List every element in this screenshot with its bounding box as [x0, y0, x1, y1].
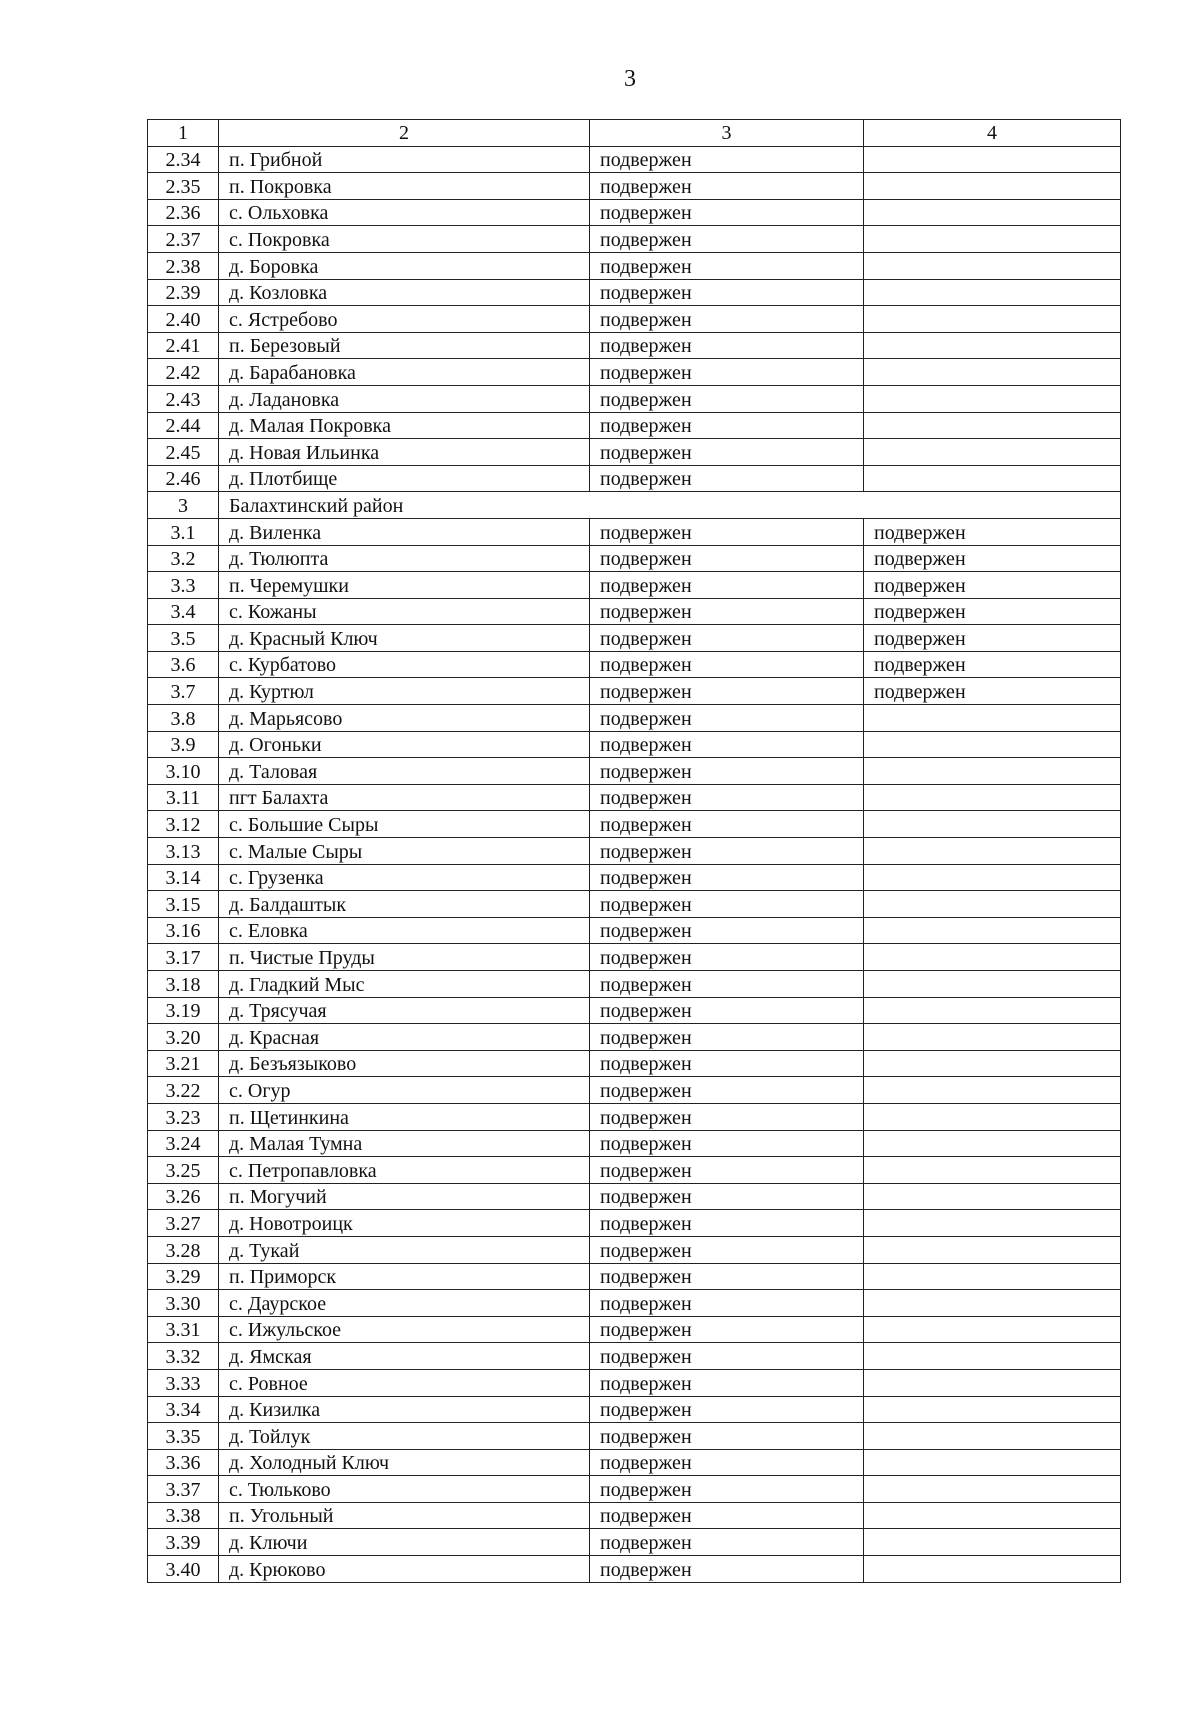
row-number-cell: 3.22	[148, 1077, 219, 1104]
column-3-cell: подвержен	[590, 864, 864, 891]
table-row	[148, 252, 1121, 279]
column-3-cell: подвержен	[590, 439, 864, 466]
column-4-cell	[864, 784, 1121, 811]
column-3-cell: подвержен	[590, 1024, 864, 1051]
settlement-name-cell: с. Малые Сыры	[219, 838, 590, 865]
table-row	[148, 758, 1121, 785]
column-4-cell: подвержен	[864, 518, 1121, 545]
row-number-cell: 3.30	[148, 1290, 219, 1317]
column-4-cell	[864, 1050, 1121, 1077]
header-col-3: 3	[590, 120, 864, 147]
row-number-cell: 2.42	[148, 359, 219, 386]
column-4-cell	[864, 385, 1121, 412]
settlement-name-cell: Балахтинский район	[219, 492, 590, 519]
row-number-cell: 3.32	[148, 1343, 219, 1370]
column-3-cell: подвержен	[590, 1130, 864, 1157]
column-4-cell	[864, 226, 1121, 253]
column-3-cell: подвержен	[590, 811, 864, 838]
column-4-cell: подвержен	[864, 651, 1121, 678]
settlement-name-cell: д. Марьясово	[219, 705, 590, 732]
row-number-cell: 3	[148, 492, 219, 519]
settlement-name-cell: п. Чистые Пруды	[219, 944, 590, 971]
table-row	[148, 971, 1121, 998]
table-row	[148, 465, 1121, 492]
column-4-cell	[864, 1157, 1121, 1184]
column-3-cell: подвержен	[590, 971, 864, 998]
row-number-cell: 3.9	[148, 731, 219, 758]
column-3-cell: подвержен	[590, 651, 864, 678]
table-row	[148, 572, 1121, 599]
column-3-cell: подвержен	[590, 997, 864, 1024]
table-row	[148, 359, 1121, 386]
column-3-cell: подвержен	[590, 1369, 864, 1396]
row-number-cell: 3.40	[148, 1556, 219, 1583]
settlement-name-cell: п. Березовый	[219, 332, 590, 359]
column-4-cell	[864, 971, 1121, 998]
column-4-cell	[864, 1556, 1121, 1583]
column-3-cell: подвержен	[590, 306, 864, 333]
column-3-cell: подвержен	[590, 465, 864, 492]
column-3-cell: подвержен	[590, 279, 864, 306]
row-number-cell: 2.35	[148, 173, 219, 200]
column-3-cell: подвержен	[590, 252, 864, 279]
table-row	[148, 1396, 1121, 1423]
column-4-cell	[864, 838, 1121, 865]
row-number-cell: 2.36	[148, 199, 219, 226]
table-row	[148, 1449, 1121, 1476]
row-number-cell: 3.25	[148, 1157, 219, 1184]
table-row	[148, 1556, 1121, 1583]
column-4-cell	[864, 1236, 1121, 1263]
column-4-cell: подвержен	[864, 598, 1121, 625]
row-number-cell: 2.37	[148, 226, 219, 253]
column-4-cell	[864, 731, 1121, 758]
row-number-cell: 3.15	[148, 891, 219, 918]
table-row	[148, 1024, 1121, 1051]
row-number-cell: 3.4	[148, 598, 219, 625]
settlement-name-cell: с. Петропавловка	[219, 1157, 590, 1184]
row-number-cell: 3.13	[148, 838, 219, 865]
settlement-name-cell: д. Огоньки	[219, 731, 590, 758]
row-number-cell: 3.14	[148, 864, 219, 891]
row-number-cell: 3.28	[148, 1236, 219, 1263]
table-row	[148, 731, 1121, 758]
settlement-name-cell: д. Трясучая	[219, 997, 590, 1024]
column-4-cell	[864, 917, 1121, 944]
settlement-name-cell: д. Малая Тумна	[219, 1130, 590, 1157]
column-3-cell: подвержен	[590, 1183, 864, 1210]
settlement-name-cell: д. Куртюл	[219, 678, 590, 705]
column-4-cell	[864, 1343, 1121, 1370]
row-number-cell: 3.35	[148, 1423, 219, 1450]
table-row	[148, 997, 1121, 1024]
settlement-name-cell: с. Курбатово	[219, 651, 590, 678]
column-4-cell	[864, 492, 1121, 519]
column-3-cell: подвержен	[590, 226, 864, 253]
row-number-cell: 2.39	[148, 279, 219, 306]
settlement-name-cell: с. Тюльково	[219, 1476, 590, 1503]
column-4-cell	[864, 306, 1121, 333]
column-4-cell: подвержен	[864, 625, 1121, 652]
column-4-cell	[864, 1103, 1121, 1130]
table-body	[148, 146, 1121, 1582]
row-number-cell: 3.38	[148, 1502, 219, 1529]
table-row	[148, 784, 1121, 811]
settlement-name-cell: с. Грузенка	[219, 864, 590, 891]
settlement-name-cell: п. Грибной	[219, 146, 590, 173]
row-number-cell: 2.46	[148, 465, 219, 492]
table-header-row	[148, 120, 1121, 147]
column-3-cell: подвержен	[590, 359, 864, 386]
settlement-name-cell: с. Ровное	[219, 1369, 590, 1396]
row-number-cell: 2.41	[148, 332, 219, 359]
column-3-cell: подвержен	[590, 1290, 864, 1317]
row-number-cell: 3.16	[148, 917, 219, 944]
column-3-cell: подвержен	[590, 545, 864, 572]
table-row	[148, 1529, 1121, 1556]
table-row	[148, 518, 1121, 545]
settlement-name-cell: с. Даурское	[219, 1290, 590, 1317]
column-3-cell: подвержен	[590, 385, 864, 412]
settlement-name-cell: п. Щетинкина	[219, 1103, 590, 1130]
section-row	[148, 492, 1121, 519]
settlement-name-cell: п. Приморск	[219, 1263, 590, 1290]
table-row	[148, 838, 1121, 865]
column-3-cell: подвержен	[590, 332, 864, 359]
column-4-cell	[864, 705, 1121, 732]
settlement-name-cell: с. Ижульское	[219, 1316, 590, 1343]
settlement-name-cell: пгт Балахта	[219, 784, 590, 811]
column-3-cell: подвержен	[590, 678, 864, 705]
column-4-cell	[864, 465, 1121, 492]
table-row	[148, 1502, 1121, 1529]
page-number: 3	[624, 66, 636, 92]
row-number-cell: 3.27	[148, 1210, 219, 1237]
settlement-name-cell: с. Покровка	[219, 226, 590, 253]
column-3-cell: подвержен	[590, 1396, 864, 1423]
row-number-cell: 3.33	[148, 1369, 219, 1396]
settlement-name-cell: д. Барабановка	[219, 359, 590, 386]
column-3-cell: подвержен	[590, 758, 864, 785]
column-3-cell: подвержен	[590, 917, 864, 944]
row-number-cell: 3.20	[148, 1024, 219, 1051]
row-number-cell: 3.37	[148, 1476, 219, 1503]
column-4-cell	[864, 864, 1121, 891]
column-4-cell	[864, 944, 1121, 971]
column-3-cell: подвержен	[590, 838, 864, 865]
settlement-name-cell: д. Плотбище	[219, 465, 590, 492]
row-number-cell: 3.6	[148, 651, 219, 678]
column-3-cell: подвержен	[590, 1316, 864, 1343]
column-3-cell: подвержен	[590, 1502, 864, 1529]
column-4-cell	[864, 1263, 1121, 1290]
table-row	[148, 1050, 1121, 1077]
row-number-cell: 3.23	[148, 1103, 219, 1130]
column-4-cell	[864, 1369, 1121, 1396]
row-number-cell: 3.2	[148, 545, 219, 572]
table-row	[148, 944, 1121, 971]
table-row	[148, 917, 1121, 944]
column-4-cell	[864, 439, 1121, 466]
table-row	[148, 811, 1121, 838]
row-number-cell: 3.12	[148, 811, 219, 838]
column-4-cell: подвержен	[864, 678, 1121, 705]
column-4-cell	[864, 359, 1121, 386]
table-row	[148, 1369, 1121, 1396]
table-row	[148, 1316, 1121, 1343]
column-4-cell	[864, 252, 1121, 279]
column-3-cell: подвержен	[590, 1529, 864, 1556]
column-3-cell: подвержен	[590, 572, 864, 599]
column-3-cell: подвержен	[590, 412, 864, 439]
table-row	[148, 1210, 1121, 1237]
row-number-cell: 2.43	[148, 385, 219, 412]
table-row	[148, 385, 1121, 412]
column-3-cell	[590, 492, 864, 519]
settlement-name-cell: д. Виленка	[219, 518, 590, 545]
column-3-cell: подвержен	[590, 1476, 864, 1503]
column-4-cell: подвержен	[864, 572, 1121, 599]
column-3-cell: подвержен	[590, 944, 864, 971]
column-4-cell	[864, 173, 1121, 200]
table-row	[148, 678, 1121, 705]
column-4-cell	[864, 758, 1121, 785]
settlement-name-cell: п. Покровка	[219, 173, 590, 200]
settlement-name-cell: д. Крюково	[219, 1556, 590, 1583]
table-row	[148, 1183, 1121, 1210]
column-3-cell: подвержен	[590, 598, 864, 625]
table-row	[148, 1103, 1121, 1130]
column-3-cell: подвержен	[590, 1103, 864, 1130]
header-col-2: 2	[219, 120, 590, 147]
row-number-cell: 3.17	[148, 944, 219, 971]
settlement-name-cell: с. Огур	[219, 1077, 590, 1104]
column-3-cell: подвержен	[590, 891, 864, 918]
row-number-cell: 2.38	[148, 252, 219, 279]
table-row	[148, 625, 1121, 652]
settlement-name-cell: д. Новая Ильинка	[219, 439, 590, 466]
column-4-cell	[864, 1502, 1121, 1529]
table-row	[148, 332, 1121, 359]
row-number-cell: 3.34	[148, 1396, 219, 1423]
settlement-name-cell: д. Малая Покровка	[219, 412, 590, 439]
column-4-cell	[864, 997, 1121, 1024]
table-row	[148, 545, 1121, 572]
row-number-cell: 3.24	[148, 1130, 219, 1157]
settlement-name-cell: с. Еловка	[219, 917, 590, 944]
table-row	[148, 891, 1121, 918]
column-4-cell	[864, 332, 1121, 359]
column-3-cell: подвержен	[590, 784, 864, 811]
settlement-name-cell: д. Ямская	[219, 1343, 590, 1370]
table-row	[148, 199, 1121, 226]
table-row	[148, 146, 1121, 173]
settlement-name-cell: д. Таловая	[219, 758, 590, 785]
column-3-cell: подвержен	[590, 146, 864, 173]
table-row	[148, 1130, 1121, 1157]
row-number-cell: 2.34	[148, 146, 219, 173]
table-row	[148, 412, 1121, 439]
column-4-cell	[864, 279, 1121, 306]
column-4-cell	[864, 1210, 1121, 1237]
settlement-name-cell: д. Гладкий Мыс	[219, 971, 590, 998]
row-number-cell: 3.11	[148, 784, 219, 811]
header-col-1: 1	[148, 120, 219, 147]
column-4-cell	[864, 412, 1121, 439]
row-number-cell: 3.1	[148, 518, 219, 545]
column-3-cell: подвержен	[590, 199, 864, 226]
table-row	[148, 439, 1121, 466]
settlement-name-cell: д. Холодный Ключ	[219, 1449, 590, 1476]
column-4-cell	[864, 811, 1121, 838]
row-number-cell: 3.19	[148, 997, 219, 1024]
column-3-cell: подвержен	[590, 1050, 864, 1077]
row-number-cell: 3.5	[148, 625, 219, 652]
settlement-name-cell: д. Кизилка	[219, 1396, 590, 1423]
row-number-cell: 3.31	[148, 1316, 219, 1343]
row-number-cell: 3.10	[148, 758, 219, 785]
row-number-cell: 2.44	[148, 412, 219, 439]
settlement-name-cell: п. Могучий	[219, 1183, 590, 1210]
column-3-cell: подвержен	[590, 1423, 864, 1450]
row-number-cell: 3.21	[148, 1050, 219, 1077]
settlement-name-cell: п. Угольный	[219, 1502, 590, 1529]
column-4-cell	[864, 1316, 1121, 1343]
settlement-name-cell: д. Безъязыково	[219, 1050, 590, 1077]
column-4-cell	[864, 199, 1121, 226]
table-row	[148, 651, 1121, 678]
table-row	[148, 1077, 1121, 1104]
column-4-cell	[864, 1529, 1121, 1556]
column-3-cell: подвержен	[590, 173, 864, 200]
column-3-cell: подвержен	[590, 1343, 864, 1370]
settlement-name-cell: п. Черемушки	[219, 572, 590, 599]
row-number-cell: 2.40	[148, 306, 219, 333]
row-number-cell: 3.18	[148, 971, 219, 998]
settlement-name-cell: с. Кожаны	[219, 598, 590, 625]
row-number-cell: 3.29	[148, 1263, 219, 1290]
column-3-cell: подвержен	[590, 1157, 864, 1184]
column-4-cell: подвержен	[864, 545, 1121, 572]
row-number-cell: 3.26	[148, 1183, 219, 1210]
header-col-4: 4	[864, 120, 1121, 147]
column-4-cell	[864, 146, 1121, 173]
column-3-cell: подвержен	[590, 1263, 864, 1290]
column-4-cell	[864, 1449, 1121, 1476]
settlement-name-cell: д. Тукай	[219, 1236, 590, 1263]
column-3-cell: подвержен	[590, 1077, 864, 1104]
column-3-cell: подвержен	[590, 1556, 864, 1583]
settlement-name-cell: д. Боровка	[219, 252, 590, 279]
column-4-cell	[864, 891, 1121, 918]
column-3-cell: подвержен	[590, 625, 864, 652]
settlement-name-cell: д. Ладановка	[219, 385, 590, 412]
column-3-cell: подвержен	[590, 1236, 864, 1263]
settlement-name-cell: с. Ястребово	[219, 306, 590, 333]
table-row	[148, 1157, 1121, 1184]
settlement-name-cell: д. Ключи	[219, 1529, 590, 1556]
table-row	[148, 598, 1121, 625]
settlement-name-cell: д. Балдаштык	[219, 891, 590, 918]
table-row	[148, 1290, 1121, 1317]
settlement-name-cell: с. Большие Сыры	[219, 811, 590, 838]
row-number-cell: 3.36	[148, 1449, 219, 1476]
settlement-name-cell: д. Тюлюпта	[219, 545, 590, 572]
table-row	[148, 1343, 1121, 1370]
row-number-cell: 2.45	[148, 439, 219, 466]
table-row	[148, 226, 1121, 253]
column-3-cell: подвержен	[590, 731, 864, 758]
row-number-cell: 3.39	[148, 1529, 219, 1556]
table-row	[148, 173, 1121, 200]
column-3-cell: подвержен	[590, 1449, 864, 1476]
column-4-cell	[864, 1476, 1121, 1503]
column-3-cell: подвержен	[590, 705, 864, 732]
column-3-cell: подвержен	[590, 1210, 864, 1237]
table-row	[148, 1263, 1121, 1290]
table-row	[148, 279, 1121, 306]
row-number-cell: 3.8	[148, 705, 219, 732]
row-number-cell: 3.3	[148, 572, 219, 599]
column-4-cell	[864, 1423, 1121, 1450]
settlement-name-cell: д. Новотроицк	[219, 1210, 590, 1237]
table-row	[148, 705, 1121, 732]
table-row	[148, 1236, 1121, 1263]
column-4-cell	[864, 1290, 1121, 1317]
row-number-cell: 3.7	[148, 678, 219, 705]
column-4-cell	[864, 1130, 1121, 1157]
settlement-name-cell: д. Тойлук	[219, 1423, 590, 1450]
settlements-table	[147, 119, 1121, 1583]
column-4-cell	[864, 1396, 1121, 1423]
table-row	[148, 864, 1121, 891]
column-4-cell	[864, 1183, 1121, 1210]
column-3-cell: подвержен	[590, 518, 864, 545]
column-4-cell	[864, 1024, 1121, 1051]
settlement-name-cell: д. Красный Ключ	[219, 625, 590, 652]
table-row	[148, 306, 1121, 333]
settlement-name-cell: д. Красная	[219, 1024, 590, 1051]
settlement-name-cell: д. Козловка	[219, 279, 590, 306]
table-row	[148, 1476, 1121, 1503]
settlement-name-cell: с. Ольховка	[219, 199, 590, 226]
table-row	[148, 1423, 1121, 1450]
column-4-cell	[864, 1077, 1121, 1104]
